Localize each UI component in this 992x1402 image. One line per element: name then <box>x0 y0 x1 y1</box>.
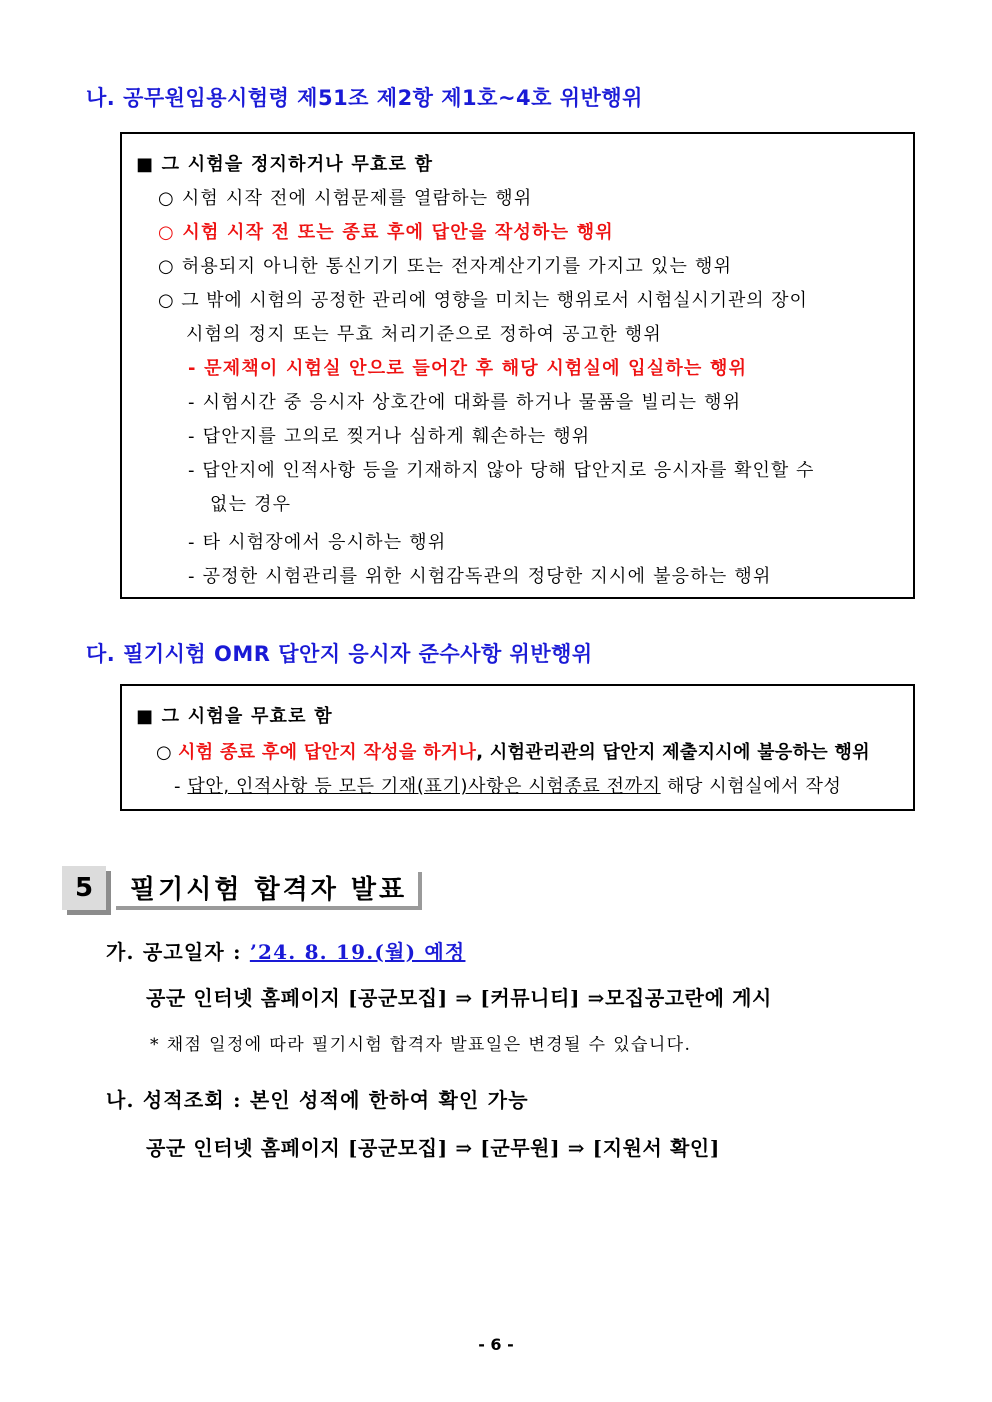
box2-title: ■ 그 시험을 무효로 함 <box>136 706 333 727</box>
page-number: - 6 - <box>478 1335 514 1354</box>
section5-number-badge: 5 <box>62 866 106 910</box>
section-na-heading: 나. 공무원임용시험령 제51조 제2항 제1호~4호 위반행위 <box>86 86 643 110</box>
box1-sub-5: - 타 시험장에서 응시하는 행위 <box>188 532 447 553</box>
box2-sub-prefix: - <box>174 776 188 797</box>
box1-sub-2: - 시험시간 중 응시자 상호간에 대화를 하거나 물품을 빌리는 행위 <box>188 392 742 413</box>
violation-box-1 <box>120 132 915 599</box>
box2-sub-rest: 해당 시험실에서 작성 <box>660 776 842 797</box>
box1-sub-6: - 공정한 시험관리를 위한 시험감독관의 정당한 지시에 불응하는 행위 <box>188 566 772 587</box>
announcement-date-label: 가. 공고일자 : <box>106 940 250 964</box>
section5-title: 필기시험 합격자 발표 <box>116 872 422 910</box>
announcement-date-line <box>106 936 465 965</box>
box2-sub-underlined: 답안, 인적사항 등 모든 기재(표기)사항은 시험종료 전까지 <box>187 776 661 797</box>
box1-item-4-cont: 시험의 정지 또는 무효 처리기준으로 정하여 공고한 행위 <box>186 324 662 345</box>
box2-item-black: , 시험관리관의 답안지 제출지시에 불응하는 행위 <box>476 742 870 763</box>
box1-sub-3: - 답안지를 고의로 찢거나 심하게 훼손하는 행위 <box>188 426 591 447</box>
box2-item <box>156 738 870 764</box>
score-inquiry-location: 공군 인터넷 홈페이지 [공군모집] ⇒ [군무원] ⇒ [지원서 확인] <box>146 1136 720 1160</box>
box1-title: ■ 그 시험을 정지하거나 무효로 함 <box>136 154 434 175</box>
section-da-heading: 다. 필기시험 OMR 답안지 응시자 준수사항 위반행위 <box>86 642 593 666</box>
box1-item-2: ○ 시험 시작 전 또는 종료 후에 답안을 작성하는 행위 <box>158 222 614 243</box>
box2-item-prefix: ○ <box>156 742 179 763</box>
score-inquiry-text: 본인 성적에 한하여 확인 가능 <box>249 1088 529 1112</box>
box1-sub-1: - 문제책이 시험실 안으로 들어간 후 해당 시험실에 입실하는 행위 <box>188 358 748 379</box>
box2-sub <box>174 772 842 798</box>
score-inquiry-label: 나. 성적조회 : <box>106 1088 250 1112</box>
violation-box-2 <box>120 684 915 811</box>
score-inquiry-line <box>106 1084 529 1113</box>
announcement-date-value: ’24. 8. 19.(월) 예정 <box>249 940 466 964</box>
announcement-note: * 채점 일정에 따라 필기시험 합격자 발표일은 변경될 수 있습니다. <box>150 1035 692 1055</box>
box1-item-3: ○ 허용되지 아니한 통신기기 또는 전자계산기기를 가지고 있는 행위 <box>158 256 733 277</box>
announcement-location: 공군 인터넷 홈페이지 [공군모집] ⇒ [커뮤니티] ⇒모집공고란에 게시 <box>146 986 772 1010</box>
box2-item-red: 시험 종료 후에 답안지 작성을 하거나 <box>178 742 477 763</box>
box1-item-1: ○ 시험 시작 전에 시험문제를 열람하는 행위 <box>158 188 533 209</box>
box1-item-4: ○ 그 밖에 시험의 공정한 관리에 영향을 미치는 행위로서 시험실시기관의 장이 <box>158 290 808 311</box>
box1-sub-4-cont: 없는 경우 <box>210 494 292 515</box>
box1-sub-4: - 답안지에 인적사항 등을 기재하지 않아 당해 답안지로 응시자를 확인할 수 <box>188 460 815 481</box>
